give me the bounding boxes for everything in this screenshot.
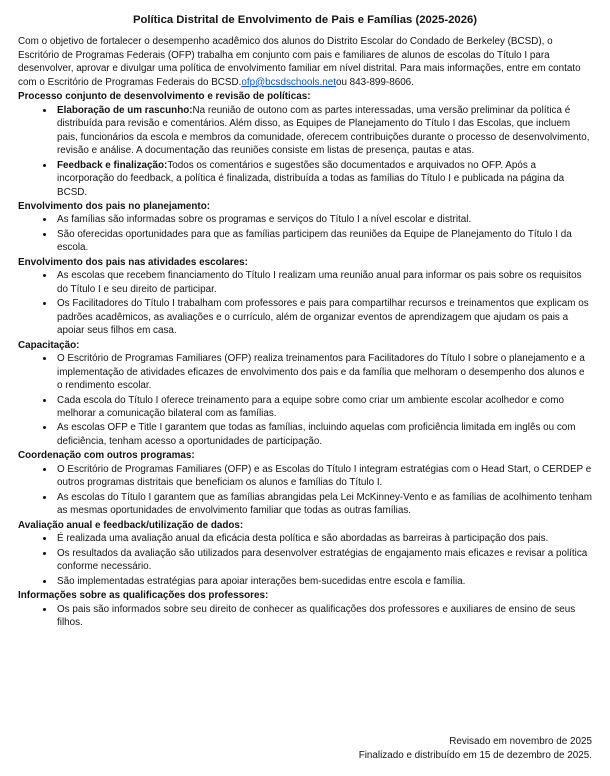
intro-text: Com o objetivo de fortalecer o desempenho acadêmico dos alunos do Distrito Escolar do Condado de Berkeley (BCSD), o Escritório de Programas Federais (OFP) trabalha em conjunto com pais e familiares de alunos de escolas do Título I para desenvolver, aprovar e divulgar uma política de envolvimento familiar em nível distrital. Para mais informações, entre em contato com o Escritório de Programas Federais do BCSD. (18, 36, 581, 88)
footer-revised-line: Revisado em novembro de 2025 (449, 736, 592, 748)
bullet-list (18, 104, 592, 199)
bullet-item (55, 297, 592, 337)
bullet-text: As escolas OFP e Title I garantem que todas as famílias, incluindo aquelas com proficiência limitada em inglês ou com deficiência, tenham acesso a oportunidades de participação. (57, 422, 576, 447)
bullet-item (55, 352, 592, 392)
bullet-item (55, 491, 592, 518)
bullet-item (55, 213, 592, 226)
bullet-list (18, 269, 592, 337)
bullet-text: O Escritório de Programas Familiares (OFP) realiza treinamentos para Facilitadores do Título I sobre o planejamento e a implementação de atividades eficazes de envolvimento dos pais e da família que melhoram o desempenho dos alunos e o rendimento escolar. (57, 353, 585, 392)
bullet-item (55, 421, 592, 448)
bullet-item (55, 104, 592, 158)
section-capacity-building (18, 339, 592, 450)
email-link[interactable]: ofp@bcsdschools.net (241, 76, 336, 88)
bullet-text: Cada escola do Título I oferece treinamento para a equipe sobre como criar um ambiente escolar acolhedor e como melhorar a comunicação bilateral com as famílias. (57, 394, 565, 420)
section-heading: Envolvimento dos pais nas atividades escolares: (18, 256, 248, 268)
bullet-item (55, 228, 592, 255)
bullet-text: As escolas que recebem financiamento do Título I realizam uma reunião anual para informar os pais sobre os requisitos do Título I e seu direito de participar. (57, 270, 582, 295)
section-policy-development (18, 90, 592, 200)
bullet-item (55, 575, 592, 588)
document-title: Política Distrital de Envolvimento de Pais e Famílias (2025-2026) (132, 14, 478, 26)
section-teacher-qualifications (18, 589, 592, 630)
bullet-text: Todos os comentários e sugestões são documentados e arquivados no OFP. Após a incorporação do feedback, a política é finalizada, distribuída a todas as famílias do Título I e publicada na página da BCSD. (57, 159, 565, 198)
intro-paragraph (18, 35, 592, 89)
bullet-text: As escolas do Título I garantem que as famílias abrangidas pela Lei McKinney-Vento e as famílias de acolhimento tenham as mesmas oportunidades de envolvimento familiar que todas as outras famílias. (57, 491, 593, 517)
bullet-item (55, 532, 592, 545)
bullet-list (18, 352, 592, 448)
bullet-text: Na reunião de outono com as partes interessadas, uma versão preliminar da política é distribuída para revisão e comentários. Além disso, as Equipes de Planejamento do Título I das Escolas, que incluem pais, funcionários da escola e membros da comunidade, oferecem contribuições durante o processo de desenvolvimento, revisão e análise. A documentação das reuniões consiste em listas de presença, pautas e atas. (57, 104, 590, 157)
bullet-list (18, 603, 592, 630)
footer-finalized-line: Finalizado e distribuído em 15 de dezembro de 2025. (358, 749, 592, 761)
bullet-text: São oferecidas oportunidades para que as famílias participem das reuniões da Equipe de Planejamento do Título I da escola. (57, 228, 572, 254)
bullet-text: É realizada uma avaliação anual da eficácia desta política e são abordadas as barreiras à participação dos pais. (57, 533, 549, 545)
bullet-text: São implementadas estratégias para apoiar interações bem-sucedidas entre escola e família. (57, 575, 466, 587)
bullet-list (18, 213, 592, 254)
section-heading: Processo conjunto de desenvolvimento e revisão de políticas: (18, 91, 311, 103)
bullet-list (18, 532, 592, 588)
bullet-lead: Elaboração de um rascunho: (57, 104, 193, 116)
section-heading: Coordenação com outros programas: (18, 450, 195, 462)
bullet-item (55, 547, 592, 574)
section-parent-planning (18, 200, 592, 256)
bullet-text: As famílias são informadas sobre os programas e serviços do Título I a nível escolar e distrital. (57, 214, 472, 226)
section-heading: Avaliação anual e feedback/utilização de dados: (18, 519, 244, 531)
bullet-text: Os resultados da avaliação são utilizados para desenvolver estratégias de engajamento mais eficazes e revisar a política conforme necessário. (57, 547, 588, 573)
section-heading: Envolvimento dos pais no planejamento: (18, 200, 211, 212)
intro-contact-text: ou 843-899-8606. (335, 76, 414, 88)
bullet-text: O Escritório de Programas Familiares (OFP) e as Escolas do Título I integram estratégias com o Head Start, o CERDEP e outros programas distritais que beneficiam os alunos e famílias do Título I. (57, 463, 592, 489)
bullet-item (55, 603, 592, 630)
section-program-coordination (18, 449, 592, 518)
bullet-item (55, 269, 592, 296)
bullet-text: Os Facilitadores do Título I trabalham com professores e pais para compartilhar recursos e treinamentos que explicam os padrões acadêmicos, as avaliações e o currículo, além de organizar eventos de aprendizagem que ajudam os pais a apoiar seus filhos em casa. (57, 298, 589, 337)
bullet-lead: Feedback e finalização: (57, 159, 168, 171)
bullet-list (18, 463, 592, 518)
bullet-text: Os pais são informados sobre seu direito de conhecer as qualificações dos professores e auxiliares de ensino de seus filhos. (57, 603, 576, 629)
bullet-item (55, 394, 592, 421)
footer (18, 717, 592, 762)
section-annual-evaluation (18, 519, 592, 589)
section-heading: Capacitação: (18, 339, 80, 351)
bullet-item (55, 159, 592, 199)
section-heading: Informações sobre as qualificações dos professores: (18, 590, 269, 602)
bullet-item (55, 463, 592, 490)
section-school-activities (18, 256, 592, 339)
